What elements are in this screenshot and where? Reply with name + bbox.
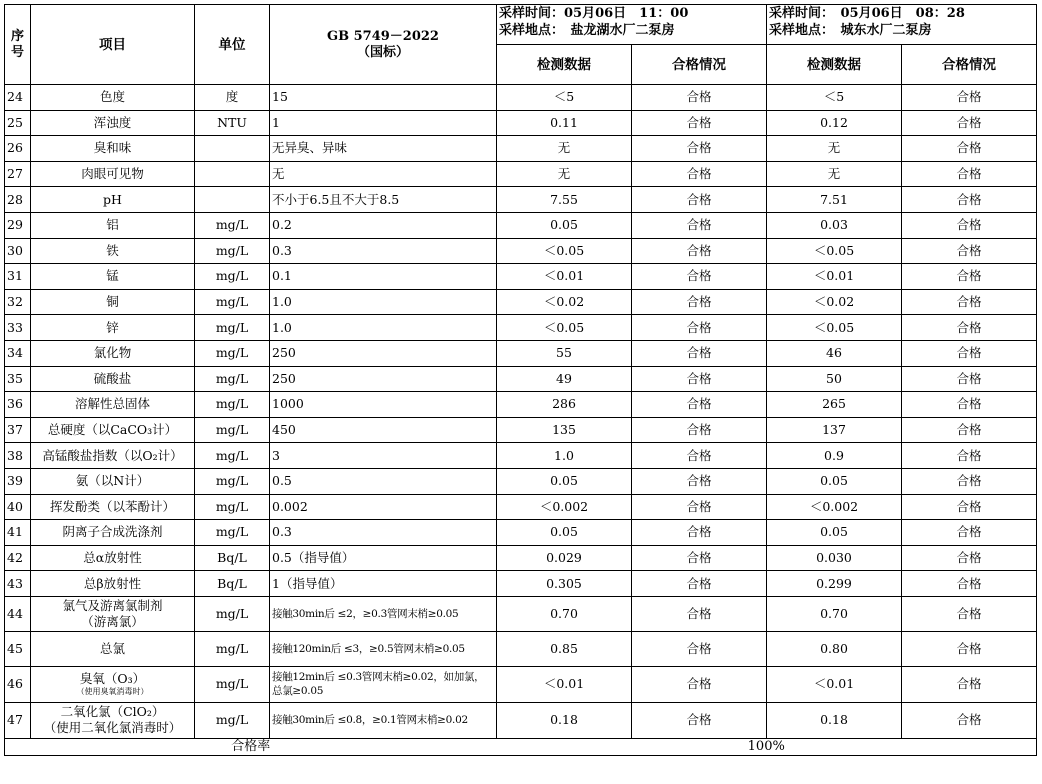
site1-status: 合格 — [632, 702, 767, 738]
site2-value: ＜0.02 — [767, 289, 902, 315]
item-name: pH — [31, 187, 195, 213]
row-number: 43 — [5, 571, 31, 597]
site1-status: 合格 — [632, 264, 767, 290]
row-number: 34 — [5, 340, 31, 366]
unit: mg/L — [195, 666, 270, 702]
table-row — [5, 702, 1037, 738]
unit: mg/L — [195, 340, 270, 366]
unit: mg/L — [195, 366, 270, 392]
site1-status: 合格 — [632, 212, 767, 238]
item-name: 色度 — [31, 85, 195, 111]
item-name: 总硬度（以CaCO₃计） — [31, 417, 195, 443]
item-name: 浑浊度 — [31, 110, 195, 136]
site1-status: 合格 — [632, 289, 767, 315]
row-number: 24 — [5, 85, 31, 111]
item-name: 硫酸盐 — [31, 366, 195, 392]
unit: mg/L — [195, 520, 270, 546]
item-name-main: 臭氧（O₃） — [79, 671, 146, 687]
table-row — [5, 340, 1037, 366]
site2-status: 合格 — [902, 110, 1037, 136]
site2-status: 合格 — [902, 289, 1037, 315]
site1-data-header: 检测数据 — [497, 45, 632, 85]
unit: mg/L — [195, 238, 270, 264]
standard-subtitle: （国标） — [356, 44, 409, 60]
row-number: 39 — [5, 468, 31, 494]
site2-status: 合格 — [902, 468, 1037, 494]
site2-status: 合格 — [902, 631, 1037, 666]
item-name: 高锰酸盐指数（以O₂计） — [31, 443, 195, 469]
standard-limit: 250 — [270, 366, 497, 392]
row-number: 36 — [5, 392, 31, 418]
standard-limit: 0.3 — [270, 238, 497, 264]
unit — [195, 187, 270, 213]
site2-data-header: 检测数据 — [767, 45, 902, 85]
site1-value: ＜0.02 — [497, 289, 632, 315]
table-row — [5, 315, 1037, 341]
row-number: 25 — [5, 110, 31, 136]
table-row — [5, 85, 1037, 111]
item-name-main: 氯气及游离氯制剂 — [62, 597, 163, 613]
unit: Bq/L — [195, 545, 270, 571]
standard-limit: 0.1 — [270, 264, 497, 290]
site1-value: ＜5 — [497, 85, 632, 111]
standard-limit: 接触30min后 ≤2，≥0.3管网末梢≥0.05 — [270, 596, 497, 631]
site2-status: 合格 — [902, 702, 1037, 738]
standard-limit: 接触30min后 ≤0.8，≥0.1管网末梢≥0.02 — [270, 702, 497, 738]
unit: NTU — [195, 110, 270, 136]
row-number: 30 — [5, 238, 31, 264]
site2-status: 合格 — [902, 85, 1037, 111]
standard-limit: 无 — [270, 161, 497, 187]
site1-value: 0.305 — [497, 571, 632, 597]
unit: mg/L — [195, 494, 270, 520]
site2-value: 50 — [767, 366, 902, 392]
standard-limit: 3 — [270, 443, 497, 469]
site1-value: 1.0 — [497, 443, 632, 469]
site2-value: 0.03 — [767, 212, 902, 238]
site2-status-header: 合格情况 — [902, 45, 1037, 85]
table-row — [5, 136, 1037, 162]
site2-value: 0.12 — [767, 110, 902, 136]
row-number: 40 — [5, 494, 31, 520]
site1-value: 0.05 — [497, 520, 632, 546]
site2-status: 合格 — [902, 494, 1037, 520]
site1-status-header: 合格情况 — [632, 45, 767, 85]
table-row — [5, 212, 1037, 238]
table-row — [5, 110, 1037, 136]
site2-status: 合格 — [902, 571, 1037, 597]
unit: mg/L — [195, 596, 270, 631]
unit: mg/L — [195, 212, 270, 238]
pass-rate-label: 合格率 — [5, 738, 497, 755]
item-name: 铜 — [31, 289, 195, 315]
site1-status: 合格 — [632, 417, 767, 443]
table-row — [5, 264, 1037, 290]
item-name-main: 二氧化氯（ClO₂） — [60, 704, 165, 720]
unit: mg/L — [195, 289, 270, 315]
site2-status: 合格 — [902, 187, 1037, 213]
site1-status: 合格 — [632, 520, 767, 546]
unit: mg/L — [195, 392, 270, 418]
row-number: 37 — [5, 417, 31, 443]
site2-status: 合格 — [902, 238, 1037, 264]
site1-status: 合格 — [632, 443, 767, 469]
table-row — [5, 666, 1037, 702]
table-row — [5, 392, 1037, 418]
site2-value: 0.70 — [767, 596, 902, 631]
table-row — [5, 443, 1037, 469]
unit: mg/L — [195, 631, 270, 666]
site1-status: 合格 — [632, 468, 767, 494]
site1-status: 合格 — [632, 631, 767, 666]
table-row — [5, 571, 1037, 597]
standard-limit: 1.0 — [270, 315, 497, 341]
item-name: 氯化物 — [31, 340, 195, 366]
standard-limit: 1.0 — [270, 289, 497, 315]
site1-status: 合格 — [632, 340, 767, 366]
item-name: 锰 — [31, 264, 195, 290]
site1-value: 0.18 — [497, 702, 632, 738]
standard-limit: 无异臭、异味 — [270, 136, 497, 162]
site2-value: ＜0.002 — [767, 494, 902, 520]
item-name-note: （使用二氧化氯消毒时） — [43, 720, 182, 736]
site2-value: ＜0.01 — [767, 666, 902, 702]
site1-status: 合格 — [632, 161, 767, 187]
site2-value: 265 — [767, 392, 902, 418]
site1-value: 55 — [497, 340, 632, 366]
site2-value: 0.18 — [767, 702, 902, 738]
site2-status: 合格 — [902, 417, 1037, 443]
site1-value: ＜0.002 — [497, 494, 632, 520]
site2-value: 0.05 — [767, 520, 902, 546]
pass-rate-row — [5, 738, 1037, 755]
site2-status: 合格 — [902, 443, 1037, 469]
site1-status: 合格 — [632, 85, 767, 111]
item-name: 铁 — [31, 238, 195, 264]
standard-header — [270, 5, 497, 85]
pass-rate-value: 100% — [497, 738, 1037, 755]
site1-status: 合格 — [632, 110, 767, 136]
site1-status: 合格 — [632, 545, 767, 571]
site1-value: 无 — [497, 136, 632, 162]
standard-limit: 0.5 — [270, 468, 497, 494]
standard-limit: 接触120min后 ≤3，≥0.5管网末梢≥0.05 — [270, 631, 497, 666]
water-quality-table — [4, 4, 1037, 756]
standard-limit: 1000 — [270, 392, 497, 418]
site1-value: ＜0.01 — [497, 666, 632, 702]
unit: Bq/L — [195, 571, 270, 597]
row-number: 42 — [5, 545, 31, 571]
table-row — [5, 545, 1037, 571]
site2-status: 合格 — [902, 340, 1037, 366]
site2-value: ＜0.05 — [767, 315, 902, 341]
row-number: 31 — [5, 264, 31, 290]
item-name — [31, 702, 195, 738]
table-row — [5, 520, 1037, 546]
site2-value: 7.51 — [767, 187, 902, 213]
site1-value: 0.11 — [497, 110, 632, 136]
unit-header: 单位 — [195, 5, 270, 85]
site1-status: 合格 — [632, 315, 767, 341]
site2-status: 合格 — [902, 545, 1037, 571]
row-number: 29 — [5, 212, 31, 238]
site2-value: 0.9 — [767, 443, 902, 469]
item-name: 臭和味 — [31, 136, 195, 162]
header-row-1 — [5, 5, 1037, 45]
site1-status: 合格 — [632, 366, 767, 392]
row-number: 26 — [5, 136, 31, 162]
site2-status: 合格 — [902, 666, 1037, 702]
site1-value: 49 — [497, 366, 632, 392]
row-number: 35 — [5, 366, 31, 392]
item-name: 氨（以N计） — [31, 468, 195, 494]
site1-value: 0.70 — [497, 596, 632, 631]
site1-value: 0.05 — [497, 212, 632, 238]
standard-limit: 不小于6.5且不大于8.5 — [270, 187, 497, 213]
unit: mg/L — [195, 468, 270, 494]
site1-info — [497, 5, 767, 45]
site1-status: 合格 — [632, 187, 767, 213]
standard-limit: 0.3 — [270, 520, 497, 546]
site2-value: 0.299 — [767, 571, 902, 597]
site2-value: 137 — [767, 417, 902, 443]
site2-value: 46 — [767, 340, 902, 366]
row-number: 47 — [5, 702, 31, 738]
site1-status: 合格 — [632, 494, 767, 520]
table-row — [5, 161, 1037, 187]
site1-value: 0.029 — [497, 545, 632, 571]
item-name: 总α放射性 — [31, 545, 195, 571]
row-number: 28 — [5, 187, 31, 213]
site1-value: ＜0.05 — [497, 238, 632, 264]
site2-value: ＜0.05 — [767, 238, 902, 264]
row-number: 32 — [5, 289, 31, 315]
site2-value: 0.80 — [767, 631, 902, 666]
table-row — [5, 238, 1037, 264]
item-name: 铝 — [31, 212, 195, 238]
unit: 度 — [195, 85, 270, 111]
site1-value: 135 — [497, 417, 632, 443]
site1-value: 0.85 — [497, 631, 632, 666]
site1-value: ＜0.05 — [497, 315, 632, 341]
site2-value: 0.030 — [767, 545, 902, 571]
site2-place: 采样地点： 城东水厂二泵房 — [769, 23, 932, 38]
standard-limit: 250 — [270, 340, 497, 366]
site1-status: 合格 — [632, 238, 767, 264]
site1-value: 无 — [497, 161, 632, 187]
site1-value: 7.55 — [497, 187, 632, 213]
site2-status: 合格 — [902, 212, 1037, 238]
unit: mg/L — [195, 264, 270, 290]
item-name — [31, 666, 195, 702]
site2-info — [767, 5, 1037, 45]
table-row — [5, 366, 1037, 392]
site2-status: 合格 — [902, 161, 1037, 187]
standard-limit: 接触12min后 ≤0.3管网末梢≥0.02，如加氯，总氯≥0.05 — [270, 666, 497, 702]
site1-status: 合格 — [632, 666, 767, 702]
site2-value: 0.05 — [767, 468, 902, 494]
site1-status: 合格 — [632, 136, 767, 162]
standard-limit: 15 — [270, 85, 497, 111]
site1-value: 0.05 — [497, 468, 632, 494]
item-name-note: （游离氯） — [81, 613, 144, 629]
row-number: 46 — [5, 666, 31, 702]
site1-status: 合格 — [632, 392, 767, 418]
item-name: 总氯 — [31, 631, 195, 666]
standard-limit: 1（指导值） — [270, 571, 497, 597]
site1-status: 合格 — [632, 596, 767, 631]
row-number: 45 — [5, 631, 31, 666]
table-row — [5, 631, 1037, 666]
row-number: 33 — [5, 315, 31, 341]
site2-value: 无 — [767, 136, 902, 162]
site2-status: 合格 — [902, 596, 1037, 631]
item-name-note: （使用臭氧消毒时） — [76, 687, 149, 697]
site2-status: 合格 — [902, 315, 1037, 341]
site1-place: 采样地点： 盐龙湖水厂二泵房 — [499, 23, 675, 38]
table-row — [5, 494, 1037, 520]
site1-value: ＜0.01 — [497, 264, 632, 290]
item-name: 总β放射性 — [31, 571, 195, 597]
table-row — [5, 289, 1037, 315]
table-row — [5, 187, 1037, 213]
site2-value: ＜5 — [767, 85, 902, 111]
standard-limit: 0.2 — [270, 212, 497, 238]
standard-limit: 0.5（指导值） — [270, 545, 497, 571]
unit — [195, 136, 270, 162]
table-row — [5, 417, 1037, 443]
seq-header: 序号 — [5, 5, 31, 85]
standard-title: GB 5749－2022 — [327, 28, 439, 44]
unit — [195, 161, 270, 187]
unit: mg/L — [195, 417, 270, 443]
site1-value: 286 — [497, 392, 632, 418]
row-number: 41 — [5, 520, 31, 546]
standard-limit: 450 — [270, 417, 497, 443]
item-name: 肉眼可见物 — [31, 161, 195, 187]
row-number: 38 — [5, 443, 31, 469]
row-number: 44 — [5, 596, 31, 631]
site2-status: 合格 — [902, 520, 1037, 546]
site2-status: 合格 — [902, 392, 1037, 418]
unit: mg/L — [195, 702, 270, 738]
item-name: 阴离子合成洗涤剂 — [31, 520, 195, 546]
site2-status: 合格 — [902, 264, 1037, 290]
table-row — [5, 468, 1037, 494]
item-header: 项目 — [31, 5, 195, 85]
site1-time: 采样时间：05月06日 11：00 — [499, 6, 689, 21]
site2-value: 无 — [767, 161, 902, 187]
table-row — [5, 596, 1037, 631]
item-name: 挥发酚类（以苯酚计） — [31, 494, 195, 520]
site2-status: 合格 — [902, 366, 1037, 392]
site2-value: ＜0.01 — [767, 264, 902, 290]
item-name: 溶解性总固体 — [31, 392, 195, 418]
site1-status: 合格 — [632, 571, 767, 597]
standard-limit: 1 — [270, 110, 497, 136]
unit: mg/L — [195, 315, 270, 341]
site2-time: 采样时间： 05月06日 08：28 — [769, 6, 965, 21]
row-number: 27 — [5, 161, 31, 187]
standard-limit: 0.002 — [270, 494, 497, 520]
site2-status: 合格 — [902, 136, 1037, 162]
item-name: 锌 — [31, 315, 195, 341]
unit: mg/L — [195, 443, 270, 469]
item-name — [31, 596, 195, 631]
